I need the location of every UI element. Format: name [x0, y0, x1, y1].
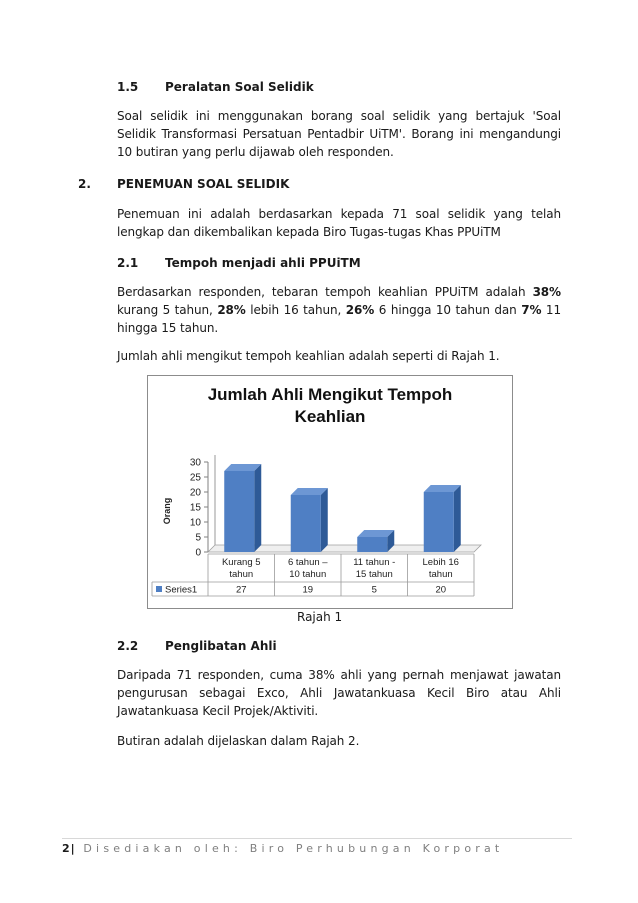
category-label: Kurang 5: [221, 557, 261, 568]
category-label: 10 tahun: [289, 569, 327, 580]
section-2-2-title: Penglibatan Ahli: [165, 639, 277, 653]
bar: [291, 495, 321, 552]
section-1-5-paragraph: Soal selidik ini menggunakan borang soal selidik yang bertajuk 'Soal Selidik Transformasi Persatuan Pentadbir UiTM'. Borang ini mengandungi 10 butiran yang perlu dijawab oleh responden.: [117, 109, 561, 159]
section-2-title: PENEMUAN SOAL SELIDIK: [117, 177, 290, 191]
p1-bold-3: 26%: [345, 303, 375, 317]
category-label: 15 tahun: [355, 569, 393, 580]
p1-text-4: 6 hingga 10 tahun dan: [374, 303, 522, 317]
footer-separator: |: [70, 842, 76, 855]
section-1-5-title: Peralatan Soal Selidik: [165, 80, 314, 94]
p1-text-2: kurang 5 tahun,: [117, 303, 218, 317]
bar: [424, 492, 454, 552]
legend-key: [156, 586, 162, 592]
p1-bold-1: 38%: [532, 285, 561, 299]
y-tick-label: 0: [195, 547, 201, 559]
chart-title-line-1: Jumlah Ahli Mengikut Tempoh: [207, 385, 453, 404]
footer-divider: [62, 838, 572, 839]
p1-bold-4: 7%: [521, 303, 542, 317]
section-2-2-paragraph-2: Butiran adalah dijelaskan dalam Rajah 2.: [117, 734, 360, 748]
category-label: tahun: [229, 569, 254, 580]
legend-series-name: Series1: [165, 584, 198, 596]
y-tick-label: 10: [189, 517, 201, 529]
footer: [62, 842, 503, 855]
section-2-1-paragraph-2: Jumlah ahli mengikut tempoh keahlian adalah seperti di Rajah 1.: [117, 349, 500, 363]
section-2-paragraph: Penemuan ini adalah berdasarkan kepada 71 soal selidik yang telah lengkap dan dikembalikan kepada Biro Tugas-tugas Khas PPUiTM: [117, 207, 561, 239]
section-2-1-title: Tempoh menjadi ahli PPUiTM: [165, 256, 361, 270]
bar-side: [254, 464, 261, 552]
figure-caption: Rajah 1: [297, 610, 343, 624]
section-1-5-number: 1.5: [117, 80, 139, 94]
bar-chart: [148, 376, 512, 608]
p1-text-1: Berdasarkan responden, tebaran tempoh keahlian PPUiTM adalah: [117, 285, 533, 299]
category-label: 6 tahun –: [287, 557, 328, 568]
section-2-1-number: 2.1: [117, 256, 139, 270]
y-tick-label: 5: [195, 532, 201, 544]
footer-text: Disediakan oleh: Biro Perhubungan Korporat: [83, 842, 504, 855]
section-2-1-paragraph: [117, 283, 561, 337]
chart-frame: [147, 375, 513, 609]
category-label: 11 tahun -: [353, 557, 396, 568]
y-tick-label: 20: [189, 487, 201, 499]
data-value-label: 20: [435, 584, 447, 596]
section-2-number: 2.: [78, 177, 91, 191]
category-label: Lebih 16: [422, 557, 459, 568]
section-2-2-number: 2.2: [117, 639, 139, 653]
bar-side: [454, 485, 461, 552]
y-axis-label: Orang: [162, 497, 172, 525]
bar: [224, 471, 254, 552]
bar: [357, 537, 387, 552]
category-label: tahun: [428, 569, 453, 580]
p1-text-3: lebih 16 tahun,: [245, 303, 346, 317]
data-value-label: 27: [235, 584, 247, 596]
y-tick-label: 15: [189, 502, 201, 514]
y-tick-label: 30: [189, 457, 201, 469]
p1-bold-2: 28%: [217, 303, 246, 317]
p1-text-5: 11 hingga 15 tahun.: [117, 303, 561, 335]
chart-title-line-2: Keahlian: [294, 407, 366, 426]
section-2-2-paragraph: Daripada 71 responden, cuma 38% ahli yang pernah menjawat jawatan pengurusan sebagai Exco, Ahli Jawatankuasa Kecil Biro atau Ahli Jawatankuasa Kecil Projek/Aktiviti.: [117, 668, 561, 718]
data-value-label: 5: [371, 584, 377, 596]
data-value-label: 19: [302, 584, 314, 596]
y-tick-label: 25: [189, 472, 201, 484]
bar-side: [321, 488, 328, 552]
page-number: 2: [62, 842, 71, 855]
